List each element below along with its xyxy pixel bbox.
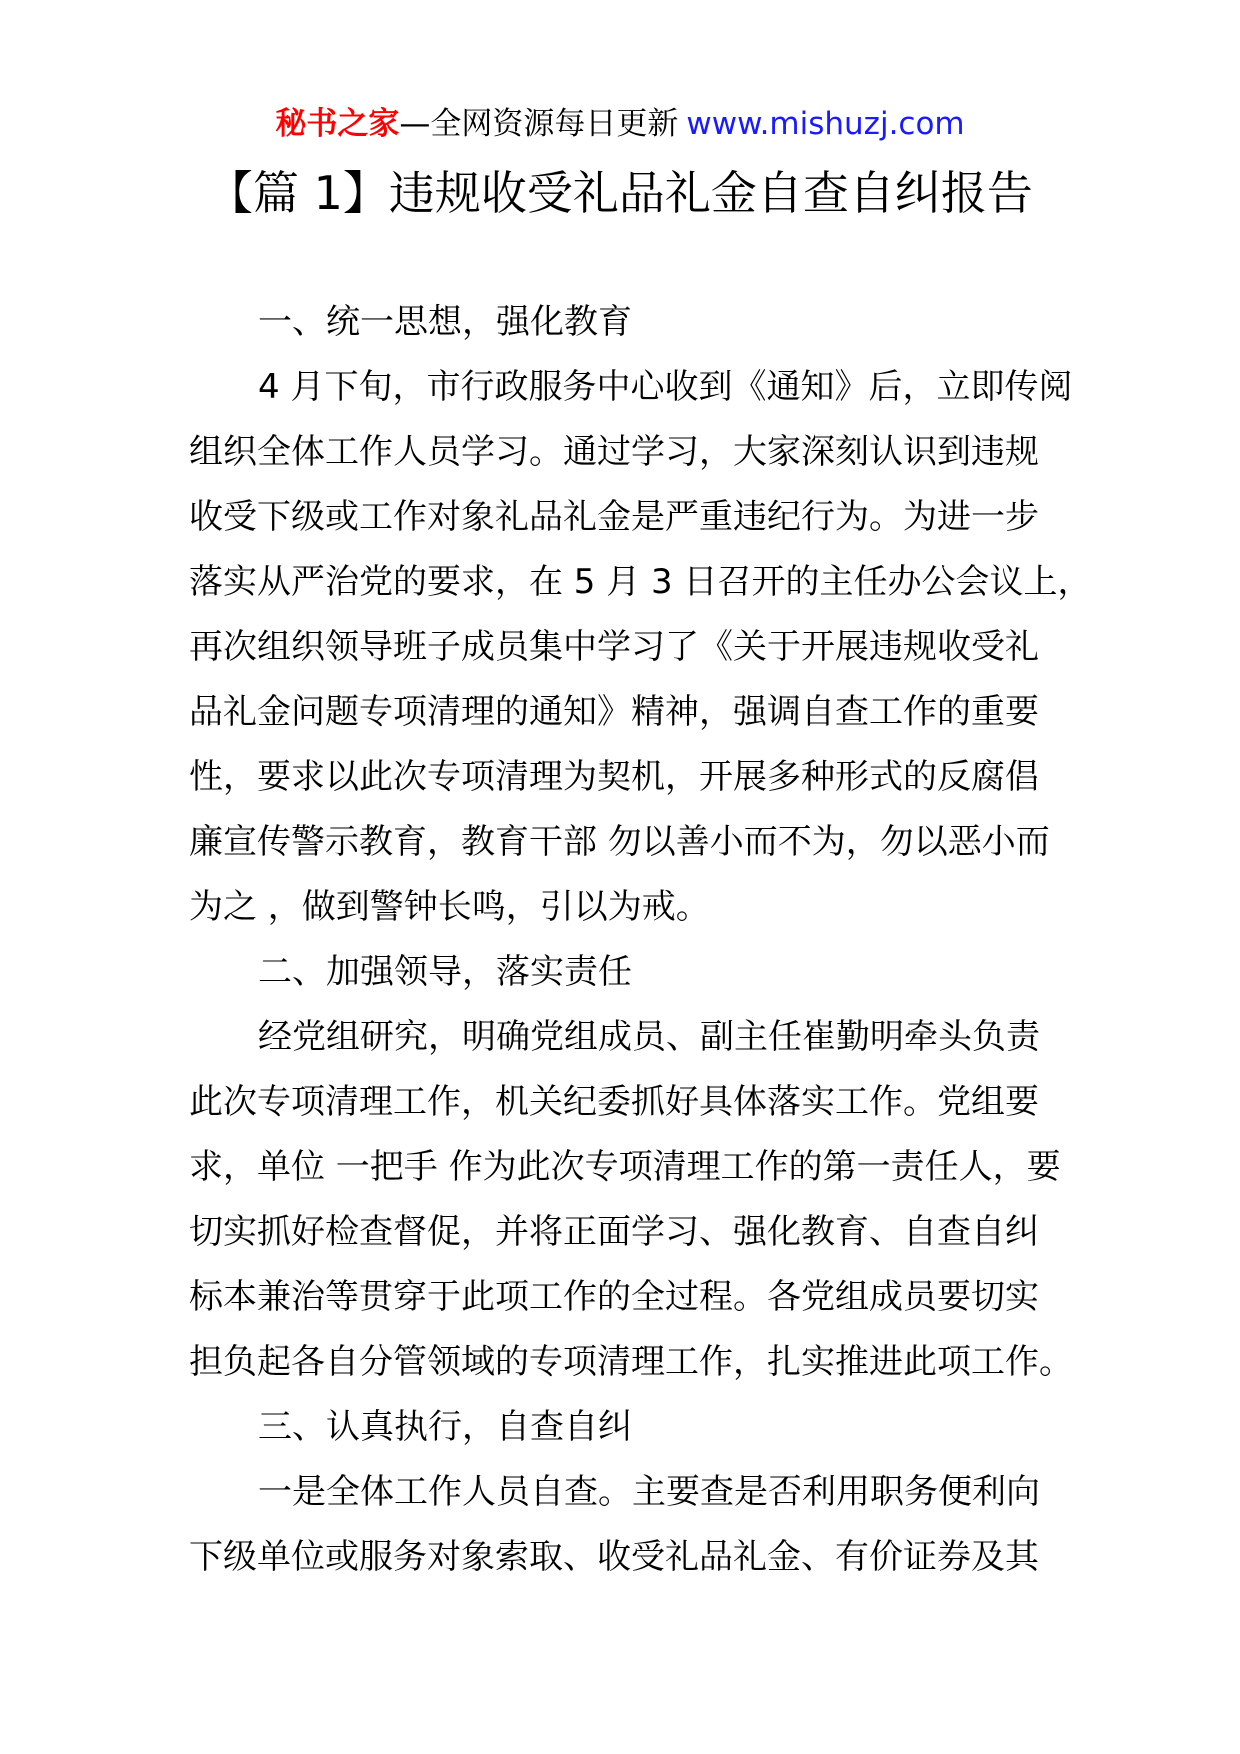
section-heading: 一、统一思想，强化教育 — [258, 302, 632, 342]
paragraph-line: 性，要求以此次专项清理为契机，开展多种形式的反腐倡 — [189, 757, 1039, 797]
paragraph-line: 4 月下旬，市行政服务中心收到《通知》后，立即传阅 — [258, 367, 1073, 407]
paragraph-line: 此次专项清理工作，机关纪委抓好具体落实工作。党组要 — [189, 1082, 1039, 1122]
brand-name: 秘书之家 — [275, 106, 400, 142]
section-heading-3 — [189, 1395, 1189, 1460]
paragraph-3 — [189, 1460, 1189, 1590]
paragraph-line: 求，单位 一把手 作为此次专项清理工作的第一责任人，要 — [189, 1147, 1061, 1187]
section-heading-1 — [189, 290, 1189, 355]
section-heading-2 — [189, 940, 1189, 1005]
site-url[interactable]: www.mishuzj.com — [686, 106, 965, 142]
document-title: 【篇 1】违规收受礼品礼金自查自纠报告 — [207, 166, 1033, 220]
paragraph-line: 担负起各自分管领域的专项清理工作，扎实推进此项工作。 — [189, 1342, 1073, 1382]
header-tagline: —全网资源每日更新 — [399, 106, 679, 142]
paragraph-line: 一是全体工作人员自查。主要查是否利用职务便利向 — [258, 1472, 1040, 1512]
paragraph-line: 收受下级或工作对象礼品礼金是严重违纪行为。为进一步 — [189, 497, 1039, 537]
paragraph-line: 下级单位或服务对象索取、收受礼品礼金、有价证券及其 — [189, 1537, 1039, 1577]
paragraph-line: 为之 ，做到警钟长鸣，引以为戒。 — [189, 887, 710, 927]
site-header — [0, 104, 1240, 144]
section-heading: 三、认真执行，自查自纠 — [258, 1407, 632, 1447]
section-heading: 二、加强领导，落实责任 — [258, 952, 632, 992]
paragraph-line: 经党组研究，明确党组成员、副主任崔勤明牵头负责 — [258, 1017, 1040, 1057]
paragraph-line: 再次组织领导班子成员集中学习了《关于开展违规收受礼 — [189, 627, 1039, 667]
paragraph-line: 廉宣传警示教育，教育干部 勿以善小而不为，勿以恶小而 — [189, 822, 1050, 862]
paragraph-line: 切实抓好检查督促，并将正面学习、强化教育、自查自纠 — [189, 1212, 1039, 1252]
paragraph-line: 组织全体工作人员学习。通过学习，大家深刻认识到违规 — [189, 432, 1039, 472]
document-body — [189, 290, 1189, 1590]
paragraph-1 — [189, 355, 1189, 940]
paragraph-2 — [189, 1005, 1189, 1395]
paragraph-line: 品礼金问题专项清理的通知》精神，强调自查工作的重要 — [189, 692, 1039, 732]
paragraph-line: 落实从严治党的要求，在 5 月 3 日召开的主任办公会议上， — [189, 562, 1092, 602]
paragraph-line: 标本兼治等贯穿于此项工作的全过程。各党组成员要切实 — [189, 1277, 1039, 1317]
